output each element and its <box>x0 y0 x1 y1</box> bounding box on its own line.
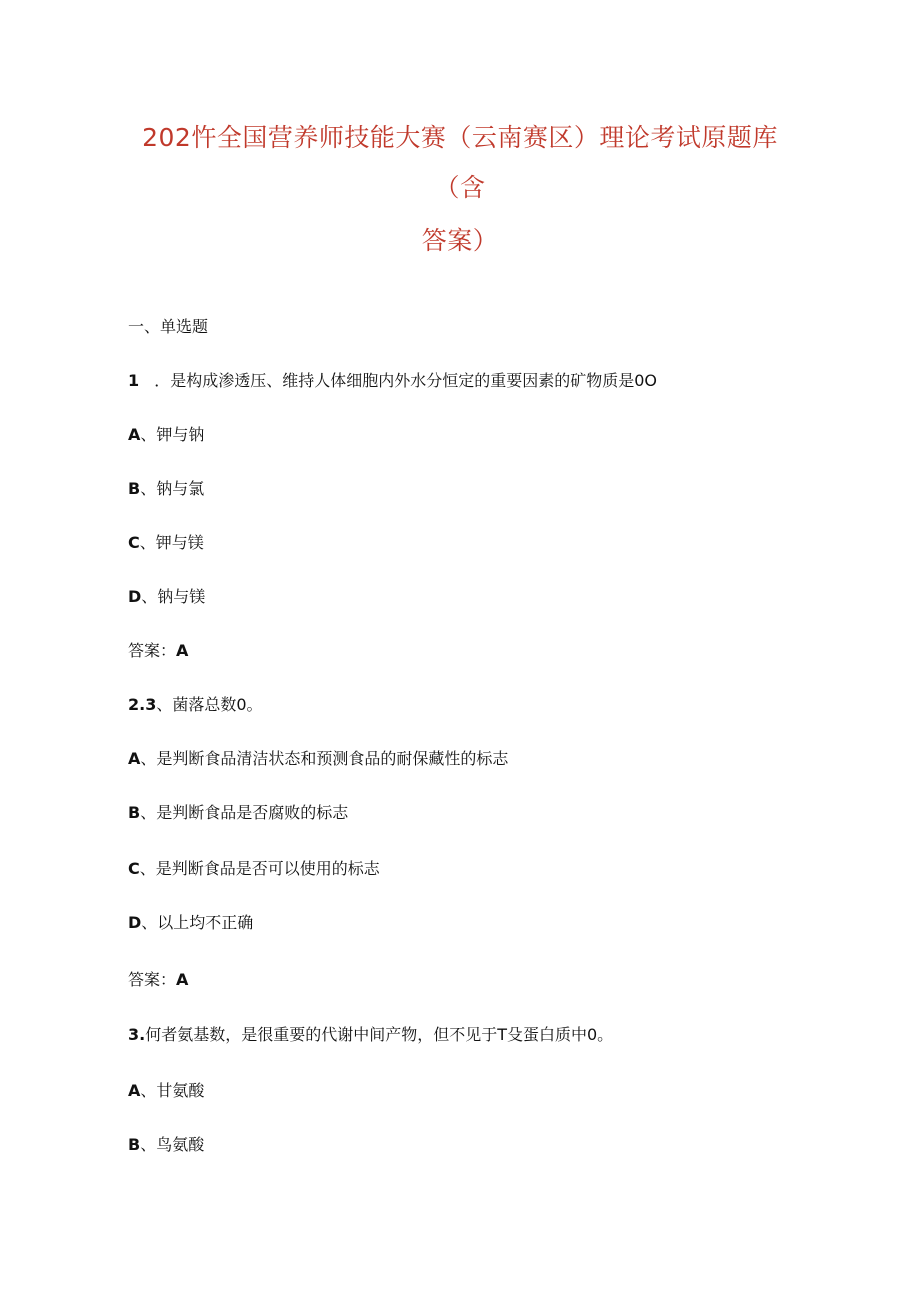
option-text: 鸟氨酸 <box>156 1135 205 1154</box>
option-separator: 、 <box>141 913 158 932</box>
question-2-option-d <box>128 912 253 934</box>
option-text: 钾与镁 <box>155 533 204 552</box>
option-text: 钾与钠 <box>156 425 205 444</box>
option-text: 是判断食品是否腐败的标志 <box>156 803 349 822</box>
option-text: 钠与氯 <box>156 479 205 498</box>
option-key: C <box>128 859 140 878</box>
option-separator: 、 <box>140 1135 157 1154</box>
option-separator: 、 <box>140 1081 157 1100</box>
question-number: 1 <box>128 371 140 390</box>
option-text: 以上均不正确 <box>157 913 254 932</box>
option-separator: 、 <box>140 479 157 498</box>
question-1-stem <box>128 370 657 392</box>
option-separator: 、 <box>139 859 156 878</box>
question-1-option-b <box>128 478 204 500</box>
answer-label: 答案： <box>128 641 177 660</box>
question-2-option-c <box>128 858 380 880</box>
option-key: B <box>128 479 141 498</box>
answer-value: A <box>176 970 189 989</box>
option-key: A <box>128 425 141 444</box>
option-key: B <box>128 1135 141 1154</box>
option-separator: 、 <box>141 587 158 606</box>
option-separator: 、 <box>140 425 157 444</box>
document-title-line-2: （含 <box>434 173 486 202</box>
option-separator: 、 <box>140 803 157 822</box>
question-1-option-d <box>128 586 205 608</box>
document-title-line-1: 202忤全国营养师技能大赛（云南赛区）理论考试原题库 <box>142 123 778 152</box>
option-text: 甘氨酸 <box>156 1081 205 1100</box>
question-1-option-a <box>128 424 204 446</box>
question-number: 2.3 <box>128 695 157 714</box>
option-key: B <box>128 803 141 822</box>
question-2-answer <box>128 969 188 991</box>
question-3-option-b <box>128 1134 204 1156</box>
question-1-option-c <box>128 532 204 554</box>
question-2-stem <box>128 694 263 716</box>
section-heading: 一、单选题 <box>128 317 209 336</box>
option-text: 钠与镁 <box>157 587 206 606</box>
option-text: 是判断食品是否可以使用的标志 <box>155 859 380 878</box>
option-key: C <box>128 533 140 552</box>
question-number: 3. <box>128 1025 146 1044</box>
answer-label: 答案： <box>128 970 177 989</box>
question-1-answer <box>128 640 188 662</box>
document-title-line-3: 答案） <box>421 226 499 255</box>
option-text: 是判断食品清洁状态和预测食品的耐保藏性的标志 <box>156 749 509 768</box>
question-2-option-b <box>128 802 348 824</box>
option-key: D <box>128 913 142 932</box>
option-key: D <box>128 587 142 606</box>
answer-value: A <box>176 641 189 660</box>
question-text: 、菌落总数0。 <box>156 695 263 714</box>
option-key: A <box>128 1081 141 1100</box>
question-text: ．是构成渗透压、维持人体细胞内外水分恒定的重要因素的矿物质是0O <box>154 371 658 390</box>
option-key: A <box>128 749 141 768</box>
question-2-option-a <box>128 748 508 770</box>
question-3-stem <box>128 1024 613 1046</box>
option-separator: 、 <box>139 533 156 552</box>
question-text: 何者氨基数，是很重要的代谢中间产物，但不见于T殳蛋白质中0。 <box>145 1025 614 1044</box>
question-3-option-a <box>128 1080 204 1102</box>
option-separator: 、 <box>140 749 157 768</box>
